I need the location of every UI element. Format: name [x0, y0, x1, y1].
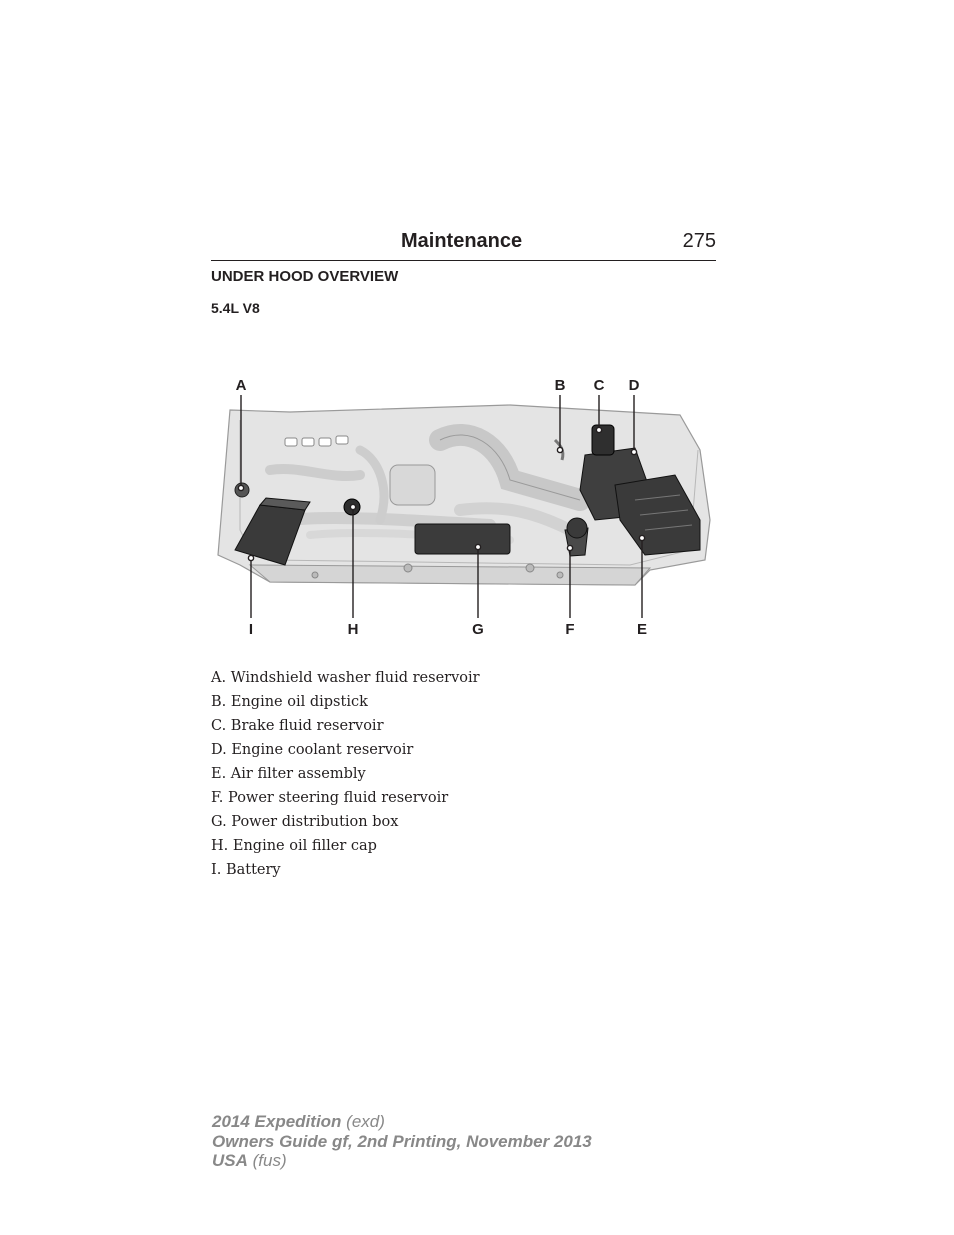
page-footer	[212, 1112, 592, 1171]
legend-list	[211, 668, 480, 884]
footer-market-code: (fus)	[247, 1151, 287, 1170]
callout-h: H	[347, 621, 359, 638]
footer-model: 2014 Expedition	[212, 1112, 342, 1131]
callout-b: B	[554, 377, 566, 394]
footer-market: USA	[212, 1151, 248, 1170]
callout-a: A	[235, 377, 247, 394]
footer-line-3	[212, 1151, 592, 1171]
section-title: Maintenance	[401, 230, 523, 252]
legend-item: I. Battery	[211, 862, 281, 878]
engine-bay-illustration	[210, 370, 720, 645]
callout-g: G	[472, 621, 484, 638]
legend-item: B. Engine oil dipstick	[211, 694, 368, 710]
legend-item: A. Windshield washer fluid reservoir	[211, 670, 480, 686]
footer-line-1	[212, 1112, 592, 1132]
legend-item: E. Air filter assembly	[211, 766, 366, 782]
legend-item: D. Engine coolant reservoir	[211, 742, 414, 758]
legend-item: G. Power distribution box	[211, 814, 399, 830]
subheading-engine: 5.4L V8	[211, 300, 260, 316]
callout-f: F	[565, 621, 575, 638]
legend-item: F. Power steering fluid reservoir	[211, 790, 449, 806]
callout-c: C	[593, 377, 605, 394]
callout-i: I	[248, 621, 254, 638]
legend-item: C. Brake fluid reservoir	[211, 718, 384, 734]
footer-line-2	[212, 1132, 592, 1152]
page-header	[211, 228, 716, 261]
footer-model-code: (exd)	[341, 1112, 385, 1131]
callout-d: D	[628, 377, 640, 394]
heading-under-hood-overview: UNDER HOOD OVERVIEW	[211, 268, 399, 285]
callout-e: E	[636, 621, 648, 638]
engine-bay-svg	[210, 370, 720, 645]
page-number: 275	[682, 230, 716, 252]
footer-guide: Owners Guide gf, 2nd Printing, November 2013	[212, 1131, 592, 1151]
legend-item: H. Engine oil filler cap	[211, 838, 377, 854]
